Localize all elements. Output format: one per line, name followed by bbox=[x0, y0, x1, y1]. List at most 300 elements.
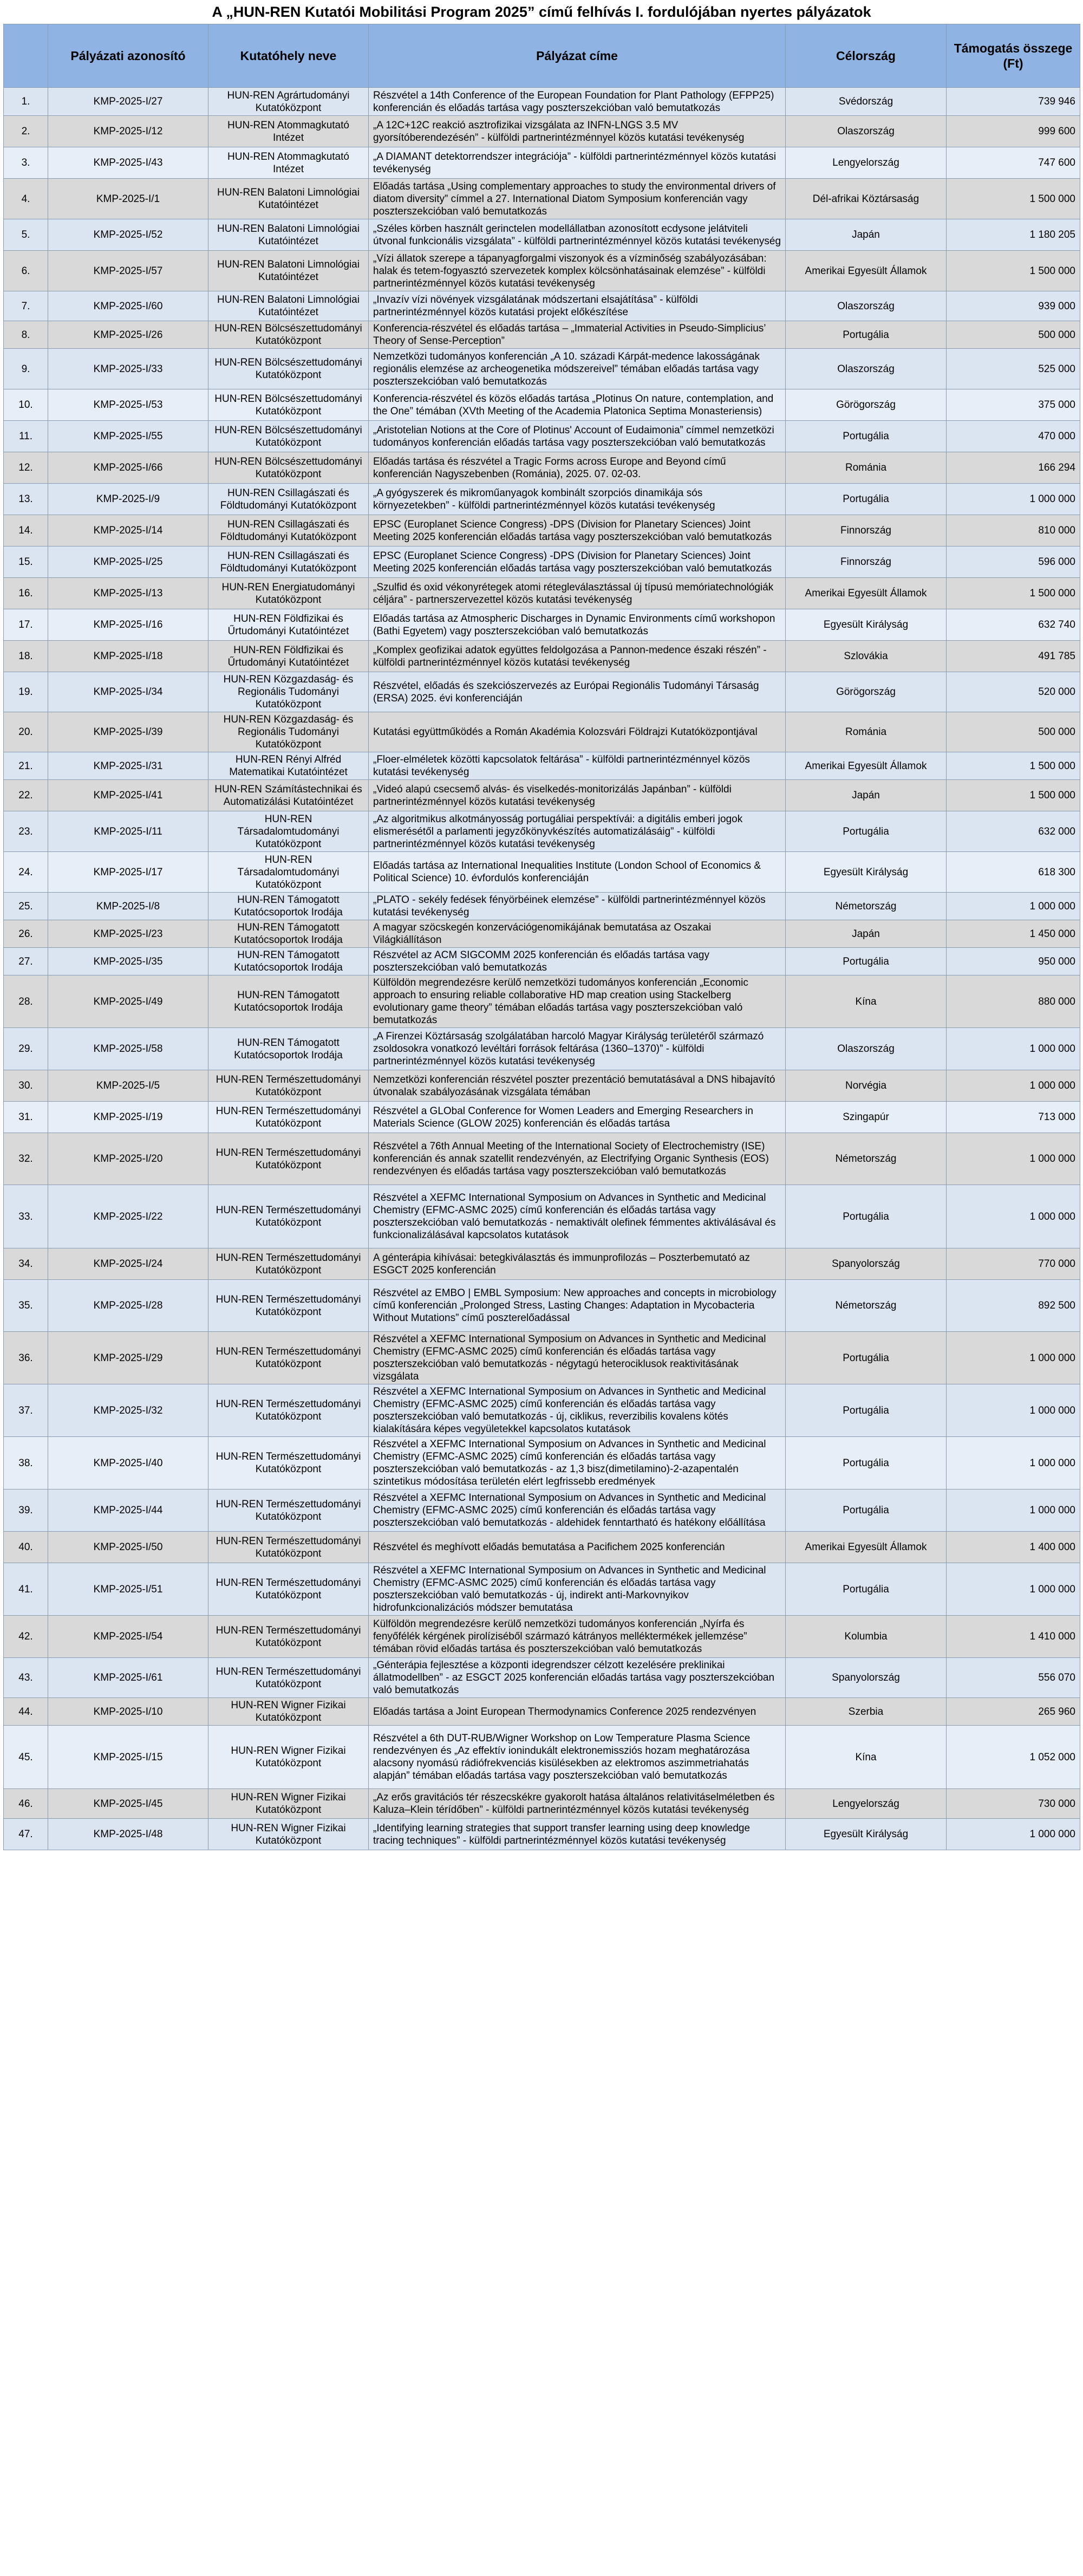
row-title: Részvétel a XEFMC International Symposium on Advances in Synthetic and Medicinal Chemistry (EFMC-ASMC 2025) című konferencián és előadás tartása vagy poszterszekcióban való bemutatkozás - nemaktivált olefinek fémmentes aktiválásával és funkcionalizálásával kapcsolatos kutatások bbox=[369, 1185, 786, 1248]
row-code: KMP-2025-I/16 bbox=[48, 609, 208, 641]
row-index: 3. bbox=[4, 147, 48, 179]
row-amount: 1 180 205 bbox=[947, 219, 1080, 251]
row-title: Nemzetközi tudományos konferencián „A 10. századi Kárpát-medence lakosságának regionális elemzése az archeogenetika módszereivel” témában előadás tartása vagy poszterszekcióban való bemutatkozás bbox=[369, 349, 786, 389]
table-row bbox=[4, 1248, 1080, 1280]
table-row bbox=[4, 1280, 1080, 1332]
row-title: „A DIAMANT detektorrendszer integrációja” - külföldi partnerintézménnyel közös kutatási tevékenység bbox=[369, 147, 786, 179]
row-country: Spanyolország bbox=[786, 1248, 947, 1280]
row-country: Finnország bbox=[786, 547, 947, 578]
table-row bbox=[4, 452, 1080, 484]
row-title: „A gyógyszerek és mikroműanyagok kombinált szorpciós dinamikája sós környezetekben” - külföldi partnerintézménnyel közös kutatási tevékenység bbox=[369, 484, 786, 515]
row-country: Románia bbox=[786, 712, 947, 752]
row-amount: 770 000 bbox=[947, 1248, 1080, 1280]
row-title: Nemzetközi konferencián részvétel poszter prezentáció bemutatásával a DNS hibajavító útvonalak szabályozásának vizsgálata témában bbox=[369, 1070, 786, 1102]
row-index: 45. bbox=[4, 1726, 48, 1789]
row-org: HUN-REN Wigner Fizikai Kutatóközpont bbox=[208, 1726, 369, 1789]
row-amount: 1 000 000 bbox=[947, 1185, 1080, 1248]
row-code: KMP-2025-I/60 bbox=[48, 291, 208, 321]
row-amount: 596 000 bbox=[947, 547, 1080, 578]
row-org: HUN-REN Támogatott Kutatócsoportok Irodája bbox=[208, 893, 369, 920]
row-code: KMP-2025-I/54 bbox=[48, 1616, 208, 1658]
row-org: HUN-REN Bölcsészettudományi Kutatóközpont bbox=[208, 321, 369, 349]
row-country: Olaszország bbox=[786, 349, 947, 389]
row-index: 6. bbox=[4, 251, 48, 291]
table-row bbox=[4, 349, 1080, 389]
row-code: KMP-2025-I/23 bbox=[48, 920, 208, 948]
row-org: HUN-REN Közgazdaság- és Regionális Tudományi Kutatóközpont bbox=[208, 672, 369, 712]
row-org: HUN-REN Természettudományi Kutatóközpont bbox=[208, 1384, 369, 1437]
row-org: HUN-REN Balatoni Limnológiai Kutatóintézet bbox=[208, 179, 369, 219]
row-code: KMP-2025-I/40 bbox=[48, 1437, 208, 1489]
row-code: KMP-2025-I/24 bbox=[48, 1248, 208, 1280]
row-title: „Identifying learning strategies that support transfer learning using deep knowledge tracing techniques” - külföldi partnerintézménnyel közös kutatási tevékenység bbox=[369, 1819, 786, 1850]
row-org: HUN-REN Balatoni Limnológiai Kutatóintézet bbox=[208, 219, 369, 251]
header-country: Célország bbox=[786, 24, 947, 88]
header-row bbox=[4, 24, 1080, 88]
table-row bbox=[4, 1698, 1080, 1726]
row-amount: 1 000 000 bbox=[947, 1437, 1080, 1489]
row-org: HUN-REN Természettudományi Kutatóközpont bbox=[208, 1185, 369, 1248]
row-code: KMP-2025-I/51 bbox=[48, 1563, 208, 1616]
table-row bbox=[4, 179, 1080, 219]
row-amount: 1 052 000 bbox=[947, 1726, 1080, 1789]
row-country: Amerikai Egyesült Államok bbox=[786, 1532, 947, 1563]
row-title: „Vízi állatok szerepe a tápanyagforgalmi viszonyok és a vízminőség szabályozásában: halak és tetem-fogyasztó szervezetek komplex kölcsönhatásainak elemzése” - külföldi partnerintézménnyel közös kutatási tevékenység bbox=[369, 251, 786, 291]
row-country: Szerbia bbox=[786, 1698, 947, 1726]
row-index: 12. bbox=[4, 452, 48, 484]
row-title: „Komplex geofizikai adatok együttes feldolgozása a Pannon-medence északi részén” - külföldi partnerintézménnyel közös kutatási tevékenység bbox=[369, 641, 786, 672]
row-country: Norvégia bbox=[786, 1070, 947, 1102]
row-org: HUN-REN Természettudományi Kutatóközpont bbox=[208, 1133, 369, 1185]
row-country: Olaszország bbox=[786, 1028, 947, 1070]
row-title: Részvétel az EMBO | EMBL Symposium: New approaches and concepts in microbiology című konferencián „Prolonged Stress, Lasting Changes: Adaptation in Mycobacteria Without Mutations” című poszterelőadással bbox=[369, 1280, 786, 1332]
row-index: 41. bbox=[4, 1563, 48, 1616]
row-country: Portugália bbox=[786, 1563, 947, 1616]
table-row bbox=[4, 515, 1080, 547]
table-row bbox=[4, 1185, 1080, 1248]
row-title: Részvétel az ACM SIGCOMM 2025 konferencián és előadás tartása vagy poszterszekcióban való bemutatkozás bbox=[369, 948, 786, 975]
row-country: Románia bbox=[786, 452, 947, 484]
row-code: KMP-2025-I/15 bbox=[48, 1726, 208, 1789]
row-amount: 1 500 000 bbox=[947, 251, 1080, 291]
row-country: Portugália bbox=[786, 948, 947, 975]
row-title: Részvétel a XEFMC International Symposium on Advances in Synthetic and Medicinal Chemistry (EFMC-ASMC 2025) című konferencián és előadás tartása vagy poszterszekcióban való bemutatkozás - aldehidek fenntartható és hatékony előállítása bbox=[369, 1489, 786, 1532]
row-amount: 880 000 bbox=[947, 975, 1080, 1028]
row-amount: 1 500 000 bbox=[947, 179, 1080, 219]
row-index: 10. bbox=[4, 389, 48, 421]
row-index: 47. bbox=[4, 1819, 48, 1850]
row-code: KMP-2025-I/49 bbox=[48, 975, 208, 1028]
row-amount: 1 000 000 bbox=[947, 1332, 1080, 1384]
row-amount: 730 000 bbox=[947, 1789, 1080, 1819]
row-index: 22. bbox=[4, 780, 48, 811]
table-row bbox=[4, 1070, 1080, 1102]
page-title: A „HUN-REN Kutatói Mobilitási Program 2025” című felhívás I. fordulójában nyertes pályázatok bbox=[212, 4, 871, 20]
row-index: 2. bbox=[4, 116, 48, 147]
row-amount: 1 000 000 bbox=[947, 1563, 1080, 1616]
row-title: Kutatási együttműködés a Román Akadémia Kolozsvári Földrajzi Kutatóközpontjával bbox=[369, 712, 786, 752]
row-index: 34. bbox=[4, 1248, 48, 1280]
row-org: HUN-REN Támogatott Kutatócsoportok Irodája bbox=[208, 1028, 369, 1070]
row-amount: 500 000 bbox=[947, 321, 1080, 349]
row-org: HUN-REN Természettudományi Kutatóközpont bbox=[208, 1102, 369, 1133]
row-title: „Az algoritmikus alkotmányosság portugáliai perspektívái: a digitális emberi jogok elismerésétől a parlamenti jegyzőkönyvkészítés automatizálásáig” - külföldi partnerintézménnyel közös kutatási tevékenység bbox=[369, 811, 786, 852]
row-index: 40. bbox=[4, 1532, 48, 1563]
row-code: KMP-2025-I/19 bbox=[48, 1102, 208, 1133]
row-title: Részvétel a XEFMC International Symposium on Advances in Synthetic and Medicinal Chemistry (EFMC-ASMC 2025) című konferencián és előadás tartása vagy poszterszekcióban való bemutatkozás - az 1,3 bisz(dimetilamino)-2-azapentalén szintetikus módosítása területén elért legfrissebb eredmények bbox=[369, 1437, 786, 1489]
row-code: KMP-2025-I/39 bbox=[48, 712, 208, 752]
row-index: 5. bbox=[4, 219, 48, 251]
table-row bbox=[4, 780, 1080, 811]
row-code: KMP-2025-I/57 bbox=[48, 251, 208, 291]
row-index: 7. bbox=[4, 291, 48, 321]
row-country: Japán bbox=[786, 780, 947, 811]
table-row bbox=[4, 948, 1080, 975]
row-country: Görögország bbox=[786, 389, 947, 421]
row-country: Kolumbia bbox=[786, 1616, 947, 1658]
row-org: HUN-REN Természettudományi Kutatóközpont bbox=[208, 1248, 369, 1280]
row-country: Lengyelország bbox=[786, 1789, 947, 1819]
row-amount: 632 000 bbox=[947, 811, 1080, 852]
row-amount: 999 600 bbox=[947, 116, 1080, 147]
row-country: Portugália bbox=[786, 1437, 947, 1489]
row-code: KMP-2025-I/35 bbox=[48, 948, 208, 975]
table-row bbox=[4, 811, 1080, 852]
row-title: Részvétel a 6th DUT-RUB/Wigner Workshop on Low Temperature Plasma Science rendezvényen és „Az effektív ionindukált elektronemissziós hozam meghatározása alacsony nyomású rádiófrekvenciás kisülésekben az elektromos aszimmetriahatás alapján” témában előadás tartása vagy poszterszekcióban való bemutatkozás bbox=[369, 1726, 786, 1789]
row-amount: 1 000 000 bbox=[947, 484, 1080, 515]
table-row bbox=[4, 1489, 1080, 1532]
row-code: KMP-2025-I/8 bbox=[48, 893, 208, 920]
table-row bbox=[4, 321, 1080, 349]
row-country: Görögország bbox=[786, 672, 947, 712]
row-amount: 892 500 bbox=[947, 1280, 1080, 1332]
row-org: HUN-REN Támogatott Kutatócsoportok Irodája bbox=[208, 920, 369, 948]
row-country: Amerikai Egyesült Államok bbox=[786, 578, 947, 609]
row-title: Részvétel a XEFMC International Symposium on Advances in Synthetic and Medicinal Chemistry (EFMC-ASMC 2025) című konferencián és előadás tartása vagy poszterszekcióban való bemutatkozás - új, ciklikus, reverzibilis kovalens kötés kialakítására képes vegyületekkel kapcsolatos kutatások bbox=[369, 1384, 786, 1437]
row-index: 20. bbox=[4, 712, 48, 752]
row-title: „Aristotelian Notions at the Core of Plotinus' Account of Eudaimonia” címmel nemzetközi tudományos konferencián előadás tartása vagy poszterszekcióban való bemutatkozás bbox=[369, 421, 786, 452]
table-row bbox=[4, 1332, 1080, 1384]
row-code: KMP-2025-I/31 bbox=[48, 752, 208, 780]
row-country: Portugália bbox=[786, 421, 947, 452]
table-row bbox=[4, 291, 1080, 321]
row-country: Portugália bbox=[786, 1489, 947, 1532]
row-code: KMP-2025-I/50 bbox=[48, 1532, 208, 1563]
row-org: HUN-REN Agrártudományi Kutatóközpont bbox=[208, 88, 369, 116]
row-org: HUN-REN Balatoni Limnológiai Kutatóintézet bbox=[208, 251, 369, 291]
row-index: 1. bbox=[4, 88, 48, 116]
row-amount: 1 000 000 bbox=[947, 1133, 1080, 1185]
row-code: KMP-2025-I/25 bbox=[48, 547, 208, 578]
table-row bbox=[4, 578, 1080, 609]
row-code: KMP-2025-I/20 bbox=[48, 1133, 208, 1185]
row-country: Spanyolország bbox=[786, 1658, 947, 1698]
row-amount: 739 946 bbox=[947, 88, 1080, 116]
row-code: KMP-2025-I/61 bbox=[48, 1658, 208, 1698]
row-title: Részvétel a 14th Conference of the European Foundation for Plant Pathology (EFPP25) konferencián és előadás tartása vagy poszterszekcióban való bemutatkozás bbox=[369, 88, 786, 116]
row-index: 28. bbox=[4, 975, 48, 1028]
table-row bbox=[4, 852, 1080, 893]
row-org: HUN-REN Társadalomtudományi Kutatóközpont bbox=[208, 811, 369, 852]
row-index: 27. bbox=[4, 948, 48, 975]
row-org: HUN-REN Wigner Fizikai Kutatóközpont bbox=[208, 1819, 369, 1850]
row-country: Japán bbox=[786, 219, 947, 251]
header-index bbox=[4, 24, 48, 88]
row-index: 43. bbox=[4, 1658, 48, 1698]
row-amount: 500 000 bbox=[947, 712, 1080, 752]
row-org: HUN-REN Wigner Fizikai Kutatóközpont bbox=[208, 1789, 369, 1819]
row-title: Konferencia-részvétel és előadás tartása – „Immaterial Activities in Pseudo-Simplicius’ Theory of Sense-Perception” bbox=[369, 321, 786, 349]
row-index: 15. bbox=[4, 547, 48, 578]
row-code: KMP-2025-I/17 bbox=[48, 852, 208, 893]
table-row bbox=[4, 1616, 1080, 1658]
row-index: 30. bbox=[4, 1070, 48, 1102]
table-row bbox=[4, 609, 1080, 641]
row-org: HUN-REN Társadalomtudományi Kutatóközpont bbox=[208, 852, 369, 893]
row-amount: 491 785 bbox=[947, 641, 1080, 672]
row-amount: 939 000 bbox=[947, 291, 1080, 321]
row-org: HUN-REN Csillagászati és Földtudományi Kutatóközpont bbox=[208, 547, 369, 578]
table-row bbox=[4, 251, 1080, 291]
row-title: EPSC (Europlanet Science Congress) -DPS (Division for Planetary Sciences) Joint Meeting 2025 konferencián előadás tartása vagy poszterszekcióban való bemutatkozás bbox=[369, 515, 786, 547]
row-title: Konferencia-részvétel és közös előadás tartása „Plotinus On nature, contemplation, and the One” témában (XVth Meeting of the Academia Platonica Septima Monasteriensis) bbox=[369, 389, 786, 421]
row-org: HUN-REN Balatoni Limnológiai Kutatóintézet bbox=[208, 291, 369, 321]
row-amount: 1 410 000 bbox=[947, 1616, 1080, 1658]
table-row bbox=[4, 641, 1080, 672]
table-row bbox=[4, 389, 1080, 421]
table-row bbox=[4, 547, 1080, 578]
table-row bbox=[4, 1563, 1080, 1616]
row-country: Olaszország bbox=[786, 291, 947, 321]
row-org: HUN-REN Természettudományi Kutatóközpont bbox=[208, 1563, 369, 1616]
row-org: HUN-REN Természettudományi Kutatóközpont bbox=[208, 1489, 369, 1532]
table-row bbox=[4, 712, 1080, 752]
row-title: „Génterápia fejlesztése a központi idegrendszer célzott kezelésére preklinikai állatmodellben” - az ESGCT 2025 konferencián előadás tartása vagy poszterszekcióban való bemutatkozás bbox=[369, 1658, 786, 1698]
table-row bbox=[4, 1658, 1080, 1698]
row-index: 29. bbox=[4, 1028, 48, 1070]
row-index: 16. bbox=[4, 578, 48, 609]
row-org: HUN-REN Természettudományi Kutatóközpont bbox=[208, 1070, 369, 1102]
row-amount: 520 000 bbox=[947, 672, 1080, 712]
header-amount: Támogatás összege (Ft) bbox=[947, 24, 1080, 88]
row-code: KMP-2025-I/44 bbox=[48, 1489, 208, 1532]
table-row bbox=[4, 1532, 1080, 1563]
row-title: Részvétel és meghívott előadás bemutatása a Pacifichem 2025 konferencián bbox=[369, 1532, 786, 1563]
row-code: KMP-2025-I/18 bbox=[48, 641, 208, 672]
row-index: 35. bbox=[4, 1280, 48, 1332]
row-index: 4. bbox=[4, 179, 48, 219]
row-title: Részvétel, előadás és szekciószervezés az Európai Regionális Tudományi Társaság (ERSA) 2025. évi konferenciáján bbox=[369, 672, 786, 712]
row-amount: 265 960 bbox=[947, 1698, 1080, 1726]
row-code: KMP-2025-I/53 bbox=[48, 389, 208, 421]
row-country: Németország bbox=[786, 1280, 947, 1332]
row-org: HUN-REN Természettudományi Kutatóközpont bbox=[208, 1616, 369, 1658]
row-country: Lengyelország bbox=[786, 147, 947, 179]
row-amount: 525 000 bbox=[947, 349, 1080, 389]
row-country: Olaszország bbox=[786, 116, 947, 147]
row-index: 37. bbox=[4, 1384, 48, 1437]
row-country: Amerikai Egyesült Államok bbox=[786, 251, 947, 291]
row-index: 19. bbox=[4, 672, 48, 712]
row-title: „Floer-elméletek közötti kapcsolatok feltárása” - külföldi partnerintézménnyel közös kutatási tevékenység bbox=[369, 752, 786, 780]
table-row bbox=[4, 88, 1080, 116]
row-org: HUN-REN Bölcsészettudományi Kutatóközpont bbox=[208, 421, 369, 452]
table-row bbox=[4, 920, 1080, 948]
row-index: 32. bbox=[4, 1133, 48, 1185]
row-org: HUN-REN Természettudományi Kutatóközpont bbox=[208, 1332, 369, 1384]
row-index: 39. bbox=[4, 1489, 48, 1532]
row-index: 11. bbox=[4, 421, 48, 452]
row-country: Kína bbox=[786, 1726, 947, 1789]
row-title: A magyar szöcskegén konzervációgenomikájának bemutatása az Oszakai Világkiállításon bbox=[369, 920, 786, 948]
row-org: HUN-REN Természettudományi Kutatóközpont bbox=[208, 1658, 369, 1698]
row-amount: 166 294 bbox=[947, 452, 1080, 484]
row-index: 8. bbox=[4, 321, 48, 349]
row-title: „A 12C+12C reakció asztrofizikai vizsgálata az INFN-LNGS 3.5 MV gyorsítóberendezésén” - külföldi partnerintézménnyel közös kutatási tevékenység bbox=[369, 116, 786, 147]
row-org: HUN-REN Atommagkutató Intézet bbox=[208, 147, 369, 179]
row-code: KMP-2025-I/33 bbox=[48, 349, 208, 389]
table-row bbox=[4, 484, 1080, 515]
row-code: KMP-2025-I/9 bbox=[48, 484, 208, 515]
header-org: Kutatóhely neve bbox=[208, 24, 369, 88]
row-code: KMP-2025-I/52 bbox=[48, 219, 208, 251]
table-row bbox=[4, 1789, 1080, 1819]
row-index: 9. bbox=[4, 349, 48, 389]
row-amount: 632 740 bbox=[947, 609, 1080, 641]
row-code: KMP-2025-I/27 bbox=[48, 88, 208, 116]
row-code: KMP-2025-I/41 bbox=[48, 780, 208, 811]
row-title: Részvétel a XEFMC International Symposium on Advances in Synthetic and Medicinal Chemistry (EFMC-ASMC 2025) című konferencián és előadás tartása vagy poszterszekcióban való bemutatkozás - négytagú heterociklusok reaktivitásának vizsgálata bbox=[369, 1332, 786, 1384]
row-amount: 470 000 bbox=[947, 421, 1080, 452]
row-country: Szlovákia bbox=[786, 641, 947, 672]
row-country: Egyesült Királyság bbox=[786, 609, 947, 641]
row-org: HUN-REN Földfizikai és Űrtudományi Kutatóintézet bbox=[208, 641, 369, 672]
table-row bbox=[4, 147, 1080, 179]
row-amount: 556 070 bbox=[947, 1658, 1080, 1698]
header-title: Pályázat címe bbox=[369, 24, 786, 88]
row-org: HUN-REN Bölcsészettudományi Kutatóközpont bbox=[208, 389, 369, 421]
row-amount: 1 000 000 bbox=[947, 1489, 1080, 1532]
row-country: Amerikai Egyesült Államok bbox=[786, 752, 947, 780]
row-index: 25. bbox=[4, 893, 48, 920]
row-amount: 1 400 000 bbox=[947, 1532, 1080, 1563]
row-code: KMP-2025-I/22 bbox=[48, 1185, 208, 1248]
table-row bbox=[4, 1819, 1080, 1850]
row-amount: 713 000 bbox=[947, 1102, 1080, 1133]
row-country: Portugália bbox=[786, 321, 947, 349]
row-title: Előadás tartása „Using complementary approaches to study the environmental drivers of diatom diversity” címmel a 27. International Diatom Symposium konferencián vagy poszterszekcióban való bemutatkozás bbox=[369, 179, 786, 219]
row-title: Külföldön megrendezésre kerülő nemzetközi tudományos konferencián „Economic approach to ensuring reliable collaborative HD map creation using Stackelberg evolutionary game theory” témában előadás tartása vagy poszterszekcióban való bemutatkozás bbox=[369, 975, 786, 1028]
table-row bbox=[4, 1028, 1080, 1070]
row-title: „A Firenzei Köztársaság szolgálatában harcoló Magyar Királyság területéről származó zsoldosokra vonatkozó levéltári források feltárása (1360–1370)” - külföldi partnerintézménnyel közös kutatási tevékenység bbox=[369, 1028, 786, 1070]
row-title: „Széles körben használt gerinctelen modellállatban azonosított ecdysone jelátviteli útvonal funkcionális vizsgálata” - külföldi partnerintézménnyel közös kutatási tevékenység bbox=[369, 219, 786, 251]
row-org: HUN-REN Energiatudományi Kutatóközpont bbox=[208, 578, 369, 609]
row-index: 42. bbox=[4, 1616, 48, 1658]
row-amount: 1 000 000 bbox=[947, 1070, 1080, 1102]
row-code: KMP-2025-I/55 bbox=[48, 421, 208, 452]
row-index: 13. bbox=[4, 484, 48, 515]
row-org: HUN-REN Földfizikai és Űrtudományi Kutatóintézet bbox=[208, 609, 369, 641]
row-index: 46. bbox=[4, 1789, 48, 1819]
row-country: Portugália bbox=[786, 811, 947, 852]
row-code: KMP-2025-I/11 bbox=[48, 811, 208, 852]
table-row bbox=[4, 116, 1080, 147]
row-org: HUN-REN Atommagkutató Intézet bbox=[208, 116, 369, 147]
row-index: 33. bbox=[4, 1185, 48, 1248]
row-org: HUN-REN Természettudományi Kutatóközpont bbox=[208, 1437, 369, 1489]
row-index: 26. bbox=[4, 920, 48, 948]
row-code: KMP-2025-I/28 bbox=[48, 1280, 208, 1332]
row-country: Dél-afrikai Köztársaság bbox=[786, 179, 947, 219]
row-title: „Videó alapú csecsemő alvás- és viselkedés-monitorizálás Japánban” - külföldi partnerintézménnyel közös kutatási tevékenység bbox=[369, 780, 786, 811]
row-code: KMP-2025-I/10 bbox=[48, 1698, 208, 1726]
row-amount: 375 000 bbox=[947, 389, 1080, 421]
row-amount: 1 450 000 bbox=[947, 920, 1080, 948]
row-code: KMP-2025-I/58 bbox=[48, 1028, 208, 1070]
row-country: Kína bbox=[786, 975, 947, 1028]
row-org: HUN-REN Wigner Fizikai Kutatóközpont bbox=[208, 1698, 369, 1726]
row-title: Külföldön megrendezésre kerülő nemzetközi tudományos konferencián „Nyírfa és fenyőfélék kérgének pirolíziséből származó kátrányos melléktermékek jellemzése” témában rövid előadás tartása és poszterszekcióban való bemutatkozás bbox=[369, 1616, 786, 1658]
row-code: KMP-2025-I/13 bbox=[48, 578, 208, 609]
row-org: HUN-REN Csillagászati és Földtudományi Kutatóközpont bbox=[208, 515, 369, 547]
row-title: Részvétel a GLObal Conference for Women Leaders and Emerging Researchers in Materials Science (GLOW 2025) konferencián és előadás tartása bbox=[369, 1102, 786, 1133]
row-org: HUN-REN Támogatott Kutatócsoportok Irodája bbox=[208, 975, 369, 1028]
row-index: 36. bbox=[4, 1332, 48, 1384]
row-org: HUN-REN Természettudományi Kutatóközpont bbox=[208, 1532, 369, 1563]
row-org: HUN-REN Rényi Alfréd Matematikai Kutatóintézet bbox=[208, 752, 369, 780]
row-org: HUN-REN Csillagászati és Földtudományi Kutatóközpont bbox=[208, 484, 369, 515]
row-title: Előadás tartása az Atmospheric Discharges in Dynamic Environments című workshopon (Bathi Egyetem) vagy poszterszekcióban való bemutatkozás bbox=[369, 609, 786, 641]
row-title: „PLATO - sekély fedések fényörbéinek elemzése” - külföldi partnerintézménnyel közös kutatási tevékenység bbox=[369, 893, 786, 920]
row-index: 24. bbox=[4, 852, 48, 893]
row-org: HUN-REN Bölcsészettudományi Kutatóközpont bbox=[208, 349, 369, 389]
row-amount: 1 000 000 bbox=[947, 1819, 1080, 1850]
row-country: Egyesült Királyság bbox=[786, 852, 947, 893]
row-title: Előadás tartása és részvétel a Tragic Forms across Europe and Beyond című konferencián Nagyszebenben (Románia), 2025. 07. 02-03. bbox=[369, 452, 786, 484]
row-title: „Az erős gravitációs tér részecskékre gyakorolt hatása általános relativitáselméletben és Kaluza–Klein térídőben” - külföldi partnerintézménnyel közös kutatási tevékenység bbox=[369, 1789, 786, 1819]
row-org: HUN-REN Közgazdaság- és Regionális Tudományi Kutatóközpont bbox=[208, 712, 369, 752]
row-country: Egyesült Királyság bbox=[786, 1819, 947, 1850]
row-country: Finnország bbox=[786, 515, 947, 547]
row-country: Portugália bbox=[786, 1384, 947, 1437]
row-index: 23. bbox=[4, 811, 48, 852]
row-country: Portugália bbox=[786, 1185, 947, 1248]
table-row bbox=[4, 672, 1080, 712]
row-title: EPSC (Europlanet Science Congress) -DPS (Division for Planetary Sciences) Joint Meeting 2025 konferencián előadás tartása vagy poszterszekcióban való bemutatkozás bbox=[369, 547, 786, 578]
table-row bbox=[4, 752, 1080, 780]
row-code: KMP-2025-I/26 bbox=[48, 321, 208, 349]
row-title: „Invazív vízi növények vizsgálatának módszertani elsajátítása” - külföldi partnerintézménnyel közös kutatási projekt előkészítése bbox=[369, 291, 786, 321]
row-country: Japán bbox=[786, 920, 947, 948]
winners-table bbox=[3, 24, 1080, 1850]
row-code: KMP-2025-I/34 bbox=[48, 672, 208, 712]
row-org: HUN-REN Bölcsészettudományi Kutatóközpont bbox=[208, 452, 369, 484]
row-amount: 950 000 bbox=[947, 948, 1080, 975]
row-code: KMP-2025-I/29 bbox=[48, 1332, 208, 1384]
row-index: 44. bbox=[4, 1698, 48, 1726]
table-row bbox=[4, 893, 1080, 920]
row-org: HUN-REN Támogatott Kutatócsoportok Irodája bbox=[208, 948, 369, 975]
table-row bbox=[4, 219, 1080, 251]
row-code: KMP-2025-I/1 bbox=[48, 179, 208, 219]
row-code: KMP-2025-I/32 bbox=[48, 1384, 208, 1437]
row-country: Portugália bbox=[786, 484, 947, 515]
table-row bbox=[4, 975, 1080, 1028]
table-row bbox=[4, 1102, 1080, 1133]
table-row bbox=[4, 1133, 1080, 1185]
row-code: KMP-2025-I/14 bbox=[48, 515, 208, 547]
row-title: Részvétel a XEFMC International Symposium on Advances in Synthetic and Medicinal Chemistry (EFMC-ASMC 2025) című konferencián és előadás tartása vagy poszterszekcióban való bemutatkozás - új, indirekt anti-Markovnyikov hidrofunkcionalizációs módszer bemutatása bbox=[369, 1563, 786, 1616]
